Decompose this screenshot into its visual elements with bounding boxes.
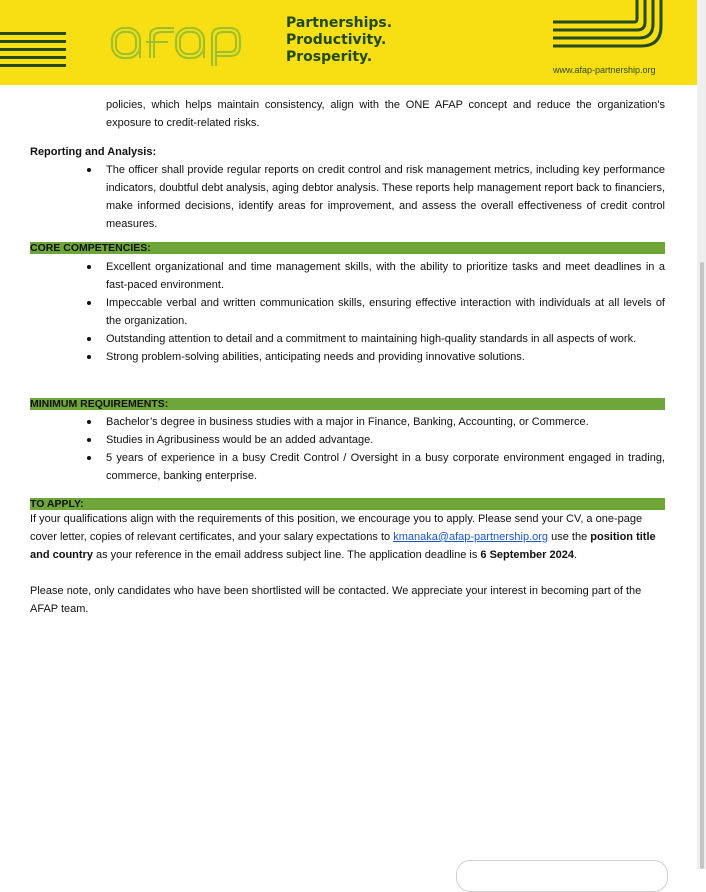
intro-continued-item — [30, 96, 665, 132]
bullet-icon — [87, 438, 91, 442]
list-item — [30, 431, 665, 449]
bullet-icon — [87, 420, 91, 424]
email-link[interactable]: kmanaka@afap-partnership.org — [393, 531, 549, 543]
apply-text-1: If your qualifications align with the requirements of this position, we encourage you to apply. Please send your CV, a one-page cover letter, copies of relevant certificates, and your salary expectations to — [30, 513, 643, 543]
bullet-icon — [87, 301, 91, 305]
tagline-line-1: Partnerships. — [286, 15, 393, 31]
list-item — [30, 294, 665, 330]
bullet-icon — [87, 168, 91, 172]
list-item — [30, 161, 665, 233]
list-item-text: Strong problem-solving abilities, anticipating needs and providing innovative solutions. — [106, 351, 525, 363]
header-curve-decoration — [553, 0, 665, 52]
apply-text-2: use the — [548, 531, 591, 543]
header-stripes-decoration — [0, 32, 66, 68]
apply-deadline: 6 September 2024 — [480, 549, 574, 561]
list-item — [30, 449, 665, 485]
minimum-requirements-section — [30, 398, 665, 485]
shortlist-note: Please note, only candidates who have been shortlisted will be contacted. We appreciate your interest in becoming part of the AFAP team. — [30, 585, 642, 615]
afap-logo — [110, 18, 250, 68]
header-website-url: www.afap-partnership.org — [553, 65, 656, 75]
bullet-icon — [87, 337, 91, 341]
list-item — [30, 330, 665, 348]
bullet-icon — [87, 355, 91, 359]
core-competencies-heading: CORE COMPETENCIES: — [30, 242, 665, 254]
list-item-text: 5 years of experience in a busy Credit Control / Oversight in a busy corporate environment engaged in trading, commerce, banking enterprise. — [106, 452, 665, 482]
reporting-section — [30, 143, 665, 233]
bullet-icon — [87, 456, 91, 460]
intro-paragraph — [30, 96, 665, 132]
apply-text-3: as your reference in the email address subject line. The application deadline is — [92, 549, 481, 561]
list-item-text: Bachelor’s degree in business studies with a major in Finance, Banking, Accounting, or Commerce. — [106, 416, 589, 428]
list-item-text: Impeccable verbal and written communication skills, ensuring effective interaction with individuals at all levels of the organization. — [106, 297, 665, 327]
core-competencies-section — [30, 242, 665, 366]
list-item-text: Outstanding attention to detail and a commitment to maintaining high-quality standards in all aspects of work. — [106, 333, 637, 345]
list-item — [30, 348, 665, 366]
list-item — [30, 413, 665, 431]
intro-text: policies, which helps maintain consistency, align with the ONE AFAP concept and reduce the organization's exposure to credit-related risks. — [106, 99, 665, 129]
apply-bold-reference: position title and country — [30, 531, 656, 561]
to-apply-heading: TO APPLY: — [30, 498, 665, 510]
scrollbar-thumb[interactable] — [700, 262, 704, 869]
tagline-line-2: Productivity. — [286, 32, 387, 48]
page-header — [0, 0, 697, 85]
tagline-line-3: Prosperity. — [286, 49, 373, 65]
bottom-floating-element — [456, 860, 668, 892]
header-tagline — [286, 15, 392, 66]
to-apply-section — [30, 498, 665, 618]
minimum-requirements-heading: MINIMUM REQUIREMENTS: — [30, 398, 665, 410]
list-item-text: Studies in Agribusiness would be an added advantage. — [106, 434, 374, 446]
apply-text-4: . — [573, 549, 578, 561]
list-item-text: The officer shall provide regular reports on credit control and risk management metrics, including key performance indicators, doubtful debt analysis, aging debtor analysis. These reports help management report back to financiers, make informed decisions, identify areas for improvement, and assess the overall effectiveness of credit control measures. — [106, 164, 665, 230]
list-item — [30, 258, 665, 294]
bullet-icon — [87, 265, 91, 269]
list-item-text: Excellent organizational and time management skills, with the ability to prioritize tasks and meet deadlines in a fast-paced environment. — [106, 261, 665, 291]
apply-paragraph — [30, 510, 665, 564]
reporting-heading: Reporting and Analysis: — [30, 146, 157, 158]
